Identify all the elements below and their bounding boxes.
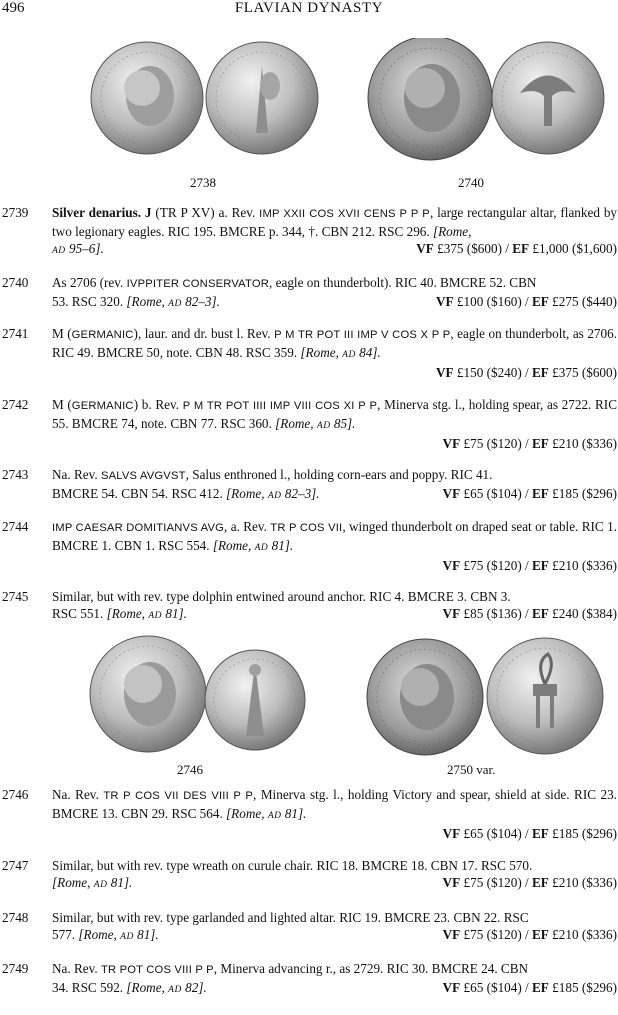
- entry-number: 2743: [2, 467, 29, 482]
- mint: [Rome,: [106, 606, 146, 621]
- grade-ef: EF: [532, 294, 549, 309]
- entry-text: [52, 518, 617, 574]
- coin-2746-reverse: [205, 650, 305, 750]
- mint: [Rome,: [78, 927, 117, 942]
- prices: [443, 874, 617, 894]
- grade-ef: EF: [512, 241, 530, 256]
- era-ad: AD: [254, 543, 269, 553]
- era-ad: AD: [267, 811, 282, 821]
- coin-figure-row-top: [0, 38, 618, 198]
- price-vf: £375 ($600) /: [433, 241, 513, 256]
- date: 82–3].: [185, 294, 220, 309]
- grade-vf: VF: [442, 606, 461, 621]
- running-head: FLAVIAN DYNASTY: [234, 0, 384, 16]
- price-ef: £240 ($384): [548, 606, 617, 621]
- price-vf: £75 ($120) /: [460, 927, 532, 942]
- entry-number: 2744: [2, 519, 29, 534]
- entry-heading: Silver denarius.: [52, 205, 142, 220]
- grade-vf: VF: [436, 365, 454, 380]
- entry-desc: , winged thunderbolt on draped seat or table. RIC 1. BMCRE 1. CBN 1. RSC 554.: [52, 519, 617, 553]
- coin-2738-reverse: [206, 42, 318, 154]
- grade-vf: VF: [442, 436, 461, 451]
- entry-text: [52, 396, 617, 452]
- price-vf: £65 ($104) /: [460, 486, 532, 501]
- page-number: 496: [2, 0, 25, 16]
- prices: [52, 825, 617, 842]
- price-ef: £210 ($336): [548, 558, 617, 573]
- figure-caption-2750-var: 2750 var.: [447, 762, 496, 777]
- figure-caption-2740: 2740: [458, 175, 484, 190]
- date: 81].: [110, 875, 133, 890]
- entry-desc: As 2706 (rev.: [52, 275, 127, 290]
- grade-ef: EF: [532, 558, 549, 573]
- entry-desc: , eagle on thunderbolt, as 2706. RIC 49. BMCRE 50, note. CBN 48. RSC 359.: [52, 326, 617, 360]
- coin-images-middle: [0, 632, 618, 757]
- era-ad: AD: [120, 932, 134, 942]
- grade-vf: VF: [416, 241, 434, 256]
- prices: [443, 979, 617, 999]
- entry-desc: , Minerva stg. l., holding Victory and spear, shield at side. RIC 23. BMCRE 13. CBN 29. RSC 564.: [52, 787, 618, 821]
- prices: [443, 605, 617, 625]
- entry-desc: M (: [52, 326, 72, 341]
- prices: [443, 926, 617, 946]
- entry-number: 2749: [2, 961, 29, 976]
- prices: [52, 435, 617, 452]
- entry-desc: , a. Rev.: [224, 519, 271, 534]
- obverse-legend: IMP CAESAR DOMITIANVS AVG: [52, 522, 225, 534]
- era-ad: AD: [168, 985, 182, 995]
- entry-desc: Similar, but with rev. type dolphin entwined around anchor. RIC 4. BMCRE 3. CBN 3.: [52, 589, 511, 604]
- grade-vf: VF: [442, 875, 461, 890]
- reverse-legend: SALVS AVGVST: [100, 470, 186, 482]
- price-ef: £210 ($336): [548, 436, 617, 451]
- date: 81].: [271, 538, 294, 553]
- entry-desc: BMCRE 54. CBN 54. RSC 412.: [52, 486, 227, 501]
- date: 84].: [359, 345, 381, 360]
- price-ef: £185 ($296): [548, 486, 617, 501]
- entry-desc: Similar, but with rev. type wreath on curule chair. RIC 18. BMCRE 18. CBN 17. RSC 570.: [52, 858, 533, 873]
- coin-2750-obverse: [367, 639, 483, 755]
- grade-vf: VF: [442, 980, 461, 995]
- entry-desc: , Salus enthroned l., holding corn-ears and poppy. RIC 41.: [185, 467, 493, 482]
- entry-desc: ), laur. and dr. bust l. Rev.: [133, 326, 275, 341]
- era-ad: AD: [148, 611, 163, 621]
- bust-type: J: [144, 205, 152, 220]
- coin-figure-row-middle: [0, 632, 618, 780]
- coin-images-top: [0, 38, 618, 168]
- entry-text: [52, 786, 617, 842]
- entry-number: 2740: [2, 275, 29, 290]
- entry-text: [52, 204, 617, 260]
- entry-desc: 53. RSC 320.: [52, 294, 127, 309]
- era-ad: AD: [267, 491, 282, 501]
- grade-ef: EF: [532, 927, 549, 942]
- price-vf: £75 ($120) /: [460, 558, 532, 573]
- entry-desc: Similar, but with rev. type garlanded and lighted altar. RIC 19. BMCRE 23. CBN 22. RSC: [52, 910, 529, 925]
- entry-text: [52, 857, 617, 894]
- era-ad: AD: [168, 299, 182, 309]
- figure-caption-2746: 2746: [177, 762, 203, 777]
- price-vf: £85 ($136) /: [460, 606, 532, 621]
- entry-text: [52, 274, 617, 313]
- price-vf: £65 ($104) /: [460, 980, 532, 995]
- reverse-legend: TR P COS VII DES VIII P P: [103, 790, 254, 802]
- era-ad: AD: [342, 350, 356, 360]
- date: 81].: [137, 927, 159, 942]
- entry-text: [52, 466, 617, 505]
- page-header: [0, 0, 618, 20]
- price-ef: £210 ($336): [548, 927, 617, 942]
- era-ad: AD: [93, 880, 108, 890]
- reverse-legend: P M TR POT III IMP V COS X P P: [274, 329, 451, 341]
- date: 82].: [185, 980, 207, 995]
- entry-desc: , Minerva advancing r., as 2729. RIC 30. BMCRE 24. CBN: [213, 961, 529, 976]
- entry-text: [52, 588, 617, 625]
- mint: [Rome,: [226, 806, 265, 821]
- entry-number: 2742: [2, 397, 29, 412]
- mint: [Rome,: [432, 224, 472, 239]
- entry-desc: (TR P XV) a. Rev.: [151, 205, 260, 220]
- coin-2740-obverse: [368, 38, 492, 160]
- entry-number: 2741: [2, 326, 29, 341]
- date: 81].: [165, 606, 187, 621]
- entry-desc: RSC 551.: [52, 606, 107, 621]
- grade-ef: EF: [532, 365, 549, 380]
- coin-2750-reverse: [487, 638, 603, 754]
- obverse-legend: GERMANIC: [71, 329, 134, 341]
- entry-desc: Na. Rev.: [52, 467, 101, 482]
- mint: [Rome,: [126, 980, 165, 995]
- mint: [Rome,: [300, 345, 339, 360]
- price-vf: £75 ($120) /: [460, 436, 532, 451]
- grade-vf: VF: [442, 558, 461, 573]
- price-ef: £1,000 ($1,600): [529, 241, 617, 256]
- price-vf: £65 ($104) /: [460, 826, 532, 841]
- prices: [443, 485, 617, 505]
- era-ad: AD: [316, 421, 331, 431]
- price-vf: £75 ($120) /: [460, 875, 532, 890]
- mint: [Rome,: [212, 538, 252, 553]
- price-ef: £210 ($336): [548, 875, 617, 890]
- reverse-legend: TR P COS VII: [270, 522, 343, 534]
- entry-number: 2746: [2, 787, 29, 802]
- entry-desc: , eagle on thunderbolt). RIC 40. BMCRE 52. CBN: [269, 275, 537, 290]
- prices: [52, 557, 617, 574]
- coin-2738-obverse: [91, 42, 203, 154]
- grade-ef: EF: [532, 875, 549, 890]
- figure-caption-2738: 2738: [190, 175, 216, 190]
- date: 82–3].: [284, 486, 320, 501]
- obverse-legend: GERMANIC: [71, 400, 134, 412]
- entry-desc: ) b. Rev.: [133, 397, 183, 412]
- grade-ef: EF: [532, 980, 549, 995]
- entry-number: 2745: [2, 589, 29, 604]
- price-ef: £275 ($440): [548, 294, 617, 309]
- entry-desc: Na. Rev.: [52, 961, 101, 976]
- reverse-legend: P M TR POT IIII IMP VIII COS XI P P: [182, 400, 378, 412]
- grade-vf: VF: [436, 294, 454, 309]
- price-ef: £375 ($600): [548, 365, 617, 380]
- reverse-legend: TR POT COS VIII P P: [100, 964, 214, 976]
- entry-desc: M (: [52, 397, 72, 412]
- reverse-legend: IVPPITER CONSERVATOR: [126, 278, 270, 290]
- grade-ef: EF: [532, 436, 549, 451]
- grade-vf: VF: [442, 927, 461, 942]
- entry-desc: Na. Rev.: [52, 787, 104, 802]
- era-ad: AD: [52, 246, 66, 256]
- entry-desc: , Minerva stg. l., holding spear, as 2722. RIC 55. BMCRE 74, note. CBN 77. RSC 360.: [52, 397, 617, 431]
- prices: [416, 240, 617, 260]
- price-vf: £100 ($160) /: [453, 294, 532, 309]
- mint: [Rome,: [226, 486, 265, 501]
- entry-text: [52, 325, 617, 381]
- date: 95–6].: [68, 241, 104, 256]
- grade-ef: EF: [532, 826, 549, 841]
- coin-2746-obverse: [90, 636, 206, 752]
- coin-2740-reverse: [492, 42, 604, 154]
- grade-ef: EF: [532, 606, 549, 621]
- reverse-legend: IMP XXII COS XVII CENS P P P: [259, 208, 430, 220]
- mint: [Rome,: [275, 416, 314, 431]
- entry-desc: 34. RSC 592.: [52, 980, 127, 995]
- price-vf: £150 ($240) /: [453, 365, 532, 380]
- prices: [436, 293, 617, 313]
- date: 85].: [333, 416, 356, 431]
- entry-desc: 577.: [52, 927, 79, 942]
- entry-desc: , large rectangular altar, flanked by two legionary eagles. RIC 195. BMCRE p. 344, †. CBN 212. RSC 296.: [52, 205, 618, 239]
- grade-vf: VF: [442, 486, 461, 501]
- grade-ef: EF: [532, 486, 549, 501]
- prices: [52, 364, 617, 381]
- mint: [Rome,: [52, 875, 91, 890]
- date: 81].: [284, 806, 307, 821]
- entry-number: 2739: [2, 205, 29, 220]
- grade-vf: VF: [442, 826, 461, 841]
- entry-text: [52, 909, 617, 946]
- entry-text: [52, 960, 617, 999]
- entry-number: 2747: [2, 858, 29, 873]
- price-ef: £185 ($296): [548, 826, 617, 841]
- entry-number: 2748: [2, 910, 29, 925]
- price-ef: £185 ($296): [548, 980, 617, 995]
- mint: [Rome,: [126, 294, 165, 309]
